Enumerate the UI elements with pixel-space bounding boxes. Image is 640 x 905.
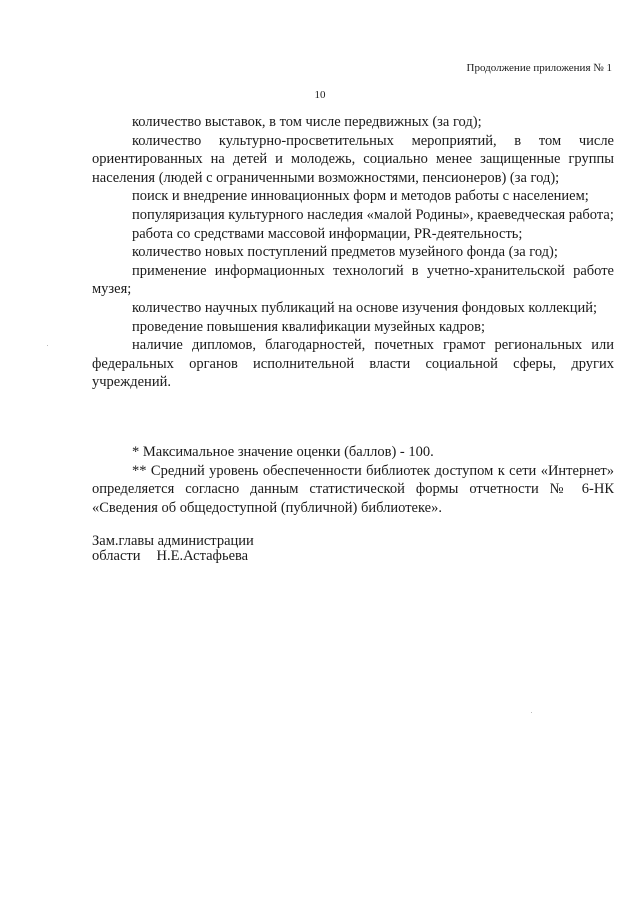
signature-position: Зам.главы администрации — [92, 533, 254, 549]
footnote-max-score: * Максимальное значение оценки (баллов) - 100. — [132, 444, 434, 460]
list-item: количество новых поступлений предметов музейного фонда (за год); — [132, 244, 558, 261]
list-item: проведение повышения квалификации музейных кадров; — [132, 318, 485, 335]
list-item: популяризация культурного наследия «малой Родины», краеведческая работа; — [132, 206, 614, 223]
scan-artifact — [47, 345, 48, 346]
list-item: количество научных публикаций на основе изучения фондовых коллекций; — [132, 299, 598, 316]
list-item: применение информационных технологий в учетно-хранительской работе музея; — [92, 262, 614, 298]
list-item: наличие дипломов, благодарностей, почетных грамот региональных или федеральных органов исполнительной власти социальной сферы, других учреждений. — [92, 337, 614, 391]
footnote-internet-access: ** Средний уровень обеспеченности библиотек доступом к сети «Интернет» определяется согласно данным статистической формы отчетности № 6-НК «Сведения об общедоступной (публичной) библиотеке». — [92, 462, 614, 516]
header-note: Продолжение приложения № 1 — [466, 62, 612, 74]
list-item: работа со средствами массовой информации, PR-деятельность; — [132, 225, 523, 242]
signature-block — [92, 534, 254, 564]
footnotes — [92, 443, 614, 517]
signature-line-2 — [92, 549, 254, 564]
list-item: количество культурно-просветительных мероприятий, в том числе ориентированных на детей и молодежь, социально менее защищенные группы населения (людей с ограниченными возможностями, пенсионеров) (за год); — [92, 132, 614, 186]
signature-name: Н.Е.Астафьева — [156, 548, 249, 564]
scan-artifact — [531, 712, 532, 713]
list-item: количество выставок, в том числе передвижных (за год); — [132, 114, 482, 130]
list-item: поиск и внедрение инновационных форм и методов работы с населением; — [132, 188, 589, 205]
page-number: 10 — [314, 89, 326, 101]
criteria-list — [92, 113, 614, 392]
signature-region: области — [92, 548, 141, 564]
